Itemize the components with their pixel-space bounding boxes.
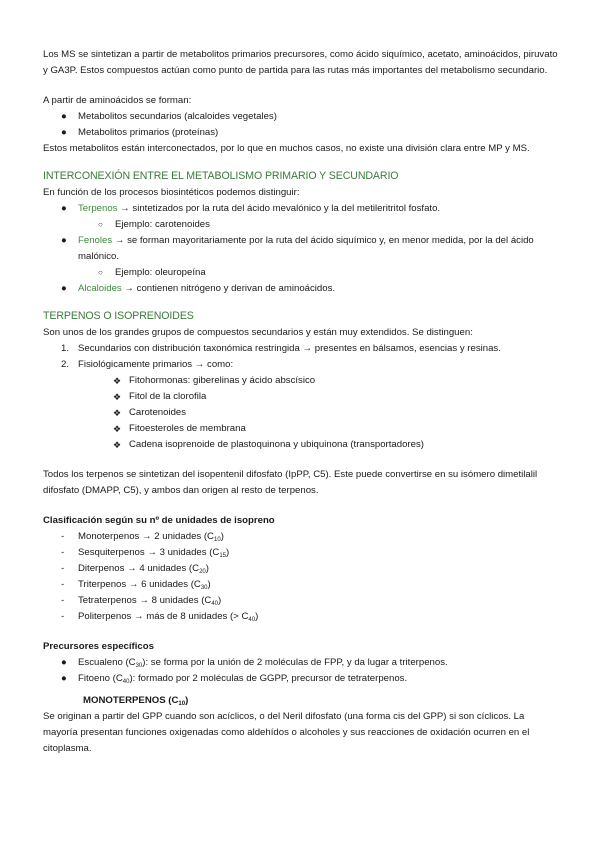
section-heading-interconnection: INTERCONEXIÓN ENTRE EL METABOLISMO PRIMARIO Y SECUNDARIO <box>43 170 399 182</box>
list-item-alcaloides: ● Alcaloides → contienen nitrógeno y derivan de aminoácidos. <box>43 281 558 297</box>
terpenos-numbered-list <box>43 341 558 373</box>
list-item: - Politerpenos → más de 8 unidades (> $C_{40}$) <box>61 611 259 623</box>
diamond-bullet-icon: ❖ <box>113 440 122 450</box>
physiological-list <box>43 373 558 453</box>
dash-marker: - <box>61 611 65 622</box>
list-item: ❖ Fitol de la clorofila <box>43 389 558 405</box>
diamond-bullet-icon: ❖ <box>113 424 122 434</box>
list-item: - Sesquiterpenos → 3 unidades $(C_{15})$ <box>61 547 230 559</box>
interconnection-note: Estos metabolitos están interconectados, por lo que en muchos casos, no existe una división clara entre MP y MS. <box>43 143 530 154</box>
list-item-example: ○ Ejemplo: carotenoides <box>43 217 558 233</box>
monoterpenos-title: MONOTERPENOS $(C_{10})$ <box>83 695 189 707</box>
list-item: - Tetraterpenos → 8 unidades $(C_{40})$ <box>61 595 222 607</box>
bullet-icon: ● <box>61 111 67 122</box>
diamond-bullet-icon: ❖ <box>113 408 122 418</box>
list-item: ● Metabolitos secundarios (alcaloides vegetales) <box>43 109 558 125</box>
amino-acids-list <box>43 109 558 141</box>
dash-marker: - <box>61 595 65 606</box>
classification-list <box>43 529 558 625</box>
dash-marker: - <box>61 547 65 558</box>
list-item: - Diterpenos → 4 unidades $(C_{20})$ <box>61 563 209 575</box>
precursors-title: Precursores específicos <box>43 641 154 652</box>
ipp-paragraph: Todos los terpenos se sintetizan del isopentenil difosfato (IpPP, C5). Este puede convertirse en su isómero dimetilalil difosfato (DMAPP, C5), y ambos dan origen al resto de terpenos. <box>43 469 538 496</box>
list-item: ❖ Cadena isoprenoide de plastoquinona y ubiquinona (transportadores) <box>43 437 558 453</box>
list-item: ❖ Fitohormonas: giberelinas y ácido abscísico <box>43 373 558 389</box>
bullet-icon: ● <box>61 235 67 246</box>
number-marker: 1. <box>61 343 70 354</box>
bullet-icon: ● <box>61 673 67 684</box>
list-item-terpenos: ● Terpenos → sintetizados por la ruta del ácido mevalónico y la del metileritritol fosfato. <box>43 201 558 217</box>
section1-lead: En función de los procesos biosintéticos podemos distinguir: <box>43 187 300 198</box>
list-item: - Triterpenos → 6 unidades $(C_{30})$ <box>61 579 211 591</box>
list-item-fitoeno: ● Fitoeno $(C_{40})$: formado por 2 moléculas de GGPP, precursor de tetraterpenos. <box>61 673 408 685</box>
list-item-example: ○ Ejemplo: oleuropeína <box>43 265 558 281</box>
dash-marker: - <box>61 531 65 542</box>
bullet-icon: ● <box>61 657 67 668</box>
list-item: ❖ Fitoesteroles de membrana <box>43 421 558 437</box>
list-item: 1. Secundarios con distribución taxonómica restringida → presentes en bálsamos, esencias y resinas. <box>43 341 558 357</box>
list-item: ● Metabolitos primarios (proteínas) <box>43 125 558 141</box>
dash-marker: - <box>61 579 65 590</box>
list-item: ❖ Carotenoides <box>43 405 558 421</box>
bullet-icon: ● <box>61 203 67 214</box>
list-item-escualeno: ● Escualeno $(C_{30})$: se forma por la unión de 2 moléculas de FPP, y da lugar a triterpenos. <box>61 657 448 669</box>
amino-acids-lead: A partir de aminoácidos se forman: <box>43 95 192 106</box>
circle-bullet-icon: ○ <box>98 268 103 277</box>
section2-lead: Son unos de los grandes grupos de compuestos secundarios y están muy extendidos. Se distinguen: <box>43 327 473 338</box>
bullet-icon: ● <box>61 283 67 294</box>
document-page <box>43 47 558 757</box>
list-item: - Monoterpenos → 2 unidades $(C_{10})$ <box>61 531 224 543</box>
classification-title: Clasificación según su nº de unidades de isopreno <box>43 515 275 526</box>
diamond-bullet-icon: ❖ <box>113 392 122 402</box>
circle-bullet-icon: ○ <box>98 220 103 229</box>
list-item: 2. Fisiológicamente primarios → como: <box>43 357 558 373</box>
dash-marker: - <box>61 563 65 574</box>
number-marker: 2. <box>61 359 70 370</box>
list-item-fenoles: ● Fenoles → se forman mayoritariamente por la ruta del ácido siquímico y, en menor medida, por la del ácido malónico. <box>61 235 534 262</box>
biosynthetic-routes-list <box>43 201 558 297</box>
section-heading-terpenos: TERPENOS O ISOPRENOIDES <box>43 310 194 322</box>
bullet-icon: ● <box>61 127 67 138</box>
intro-paragraph: Los MS se sintetizan a partir de metabolitos primarios precursores, como ácido siquímico, acetato, aminoácidos, piruvato y GA3P. Estos compuestos actúan como punto de partida para las rutas más importantes del metabolismo secundario. <box>43 49 558 76</box>
diamond-bullet-icon: ❖ <box>113 376 122 386</box>
precursors-list <box>43 655 558 687</box>
monoterpenos-paragraph: Se originan a partir del GPP cuando son acíclicos, o del Neril difosfato (una forma cis del GPP) si son cíclicos. La mayoría presentan funciones oxigenadas como aldehídos o alcoholes y sus reacciones de oxidación ocurren en el citoplasma. <box>43 711 530 754</box>
